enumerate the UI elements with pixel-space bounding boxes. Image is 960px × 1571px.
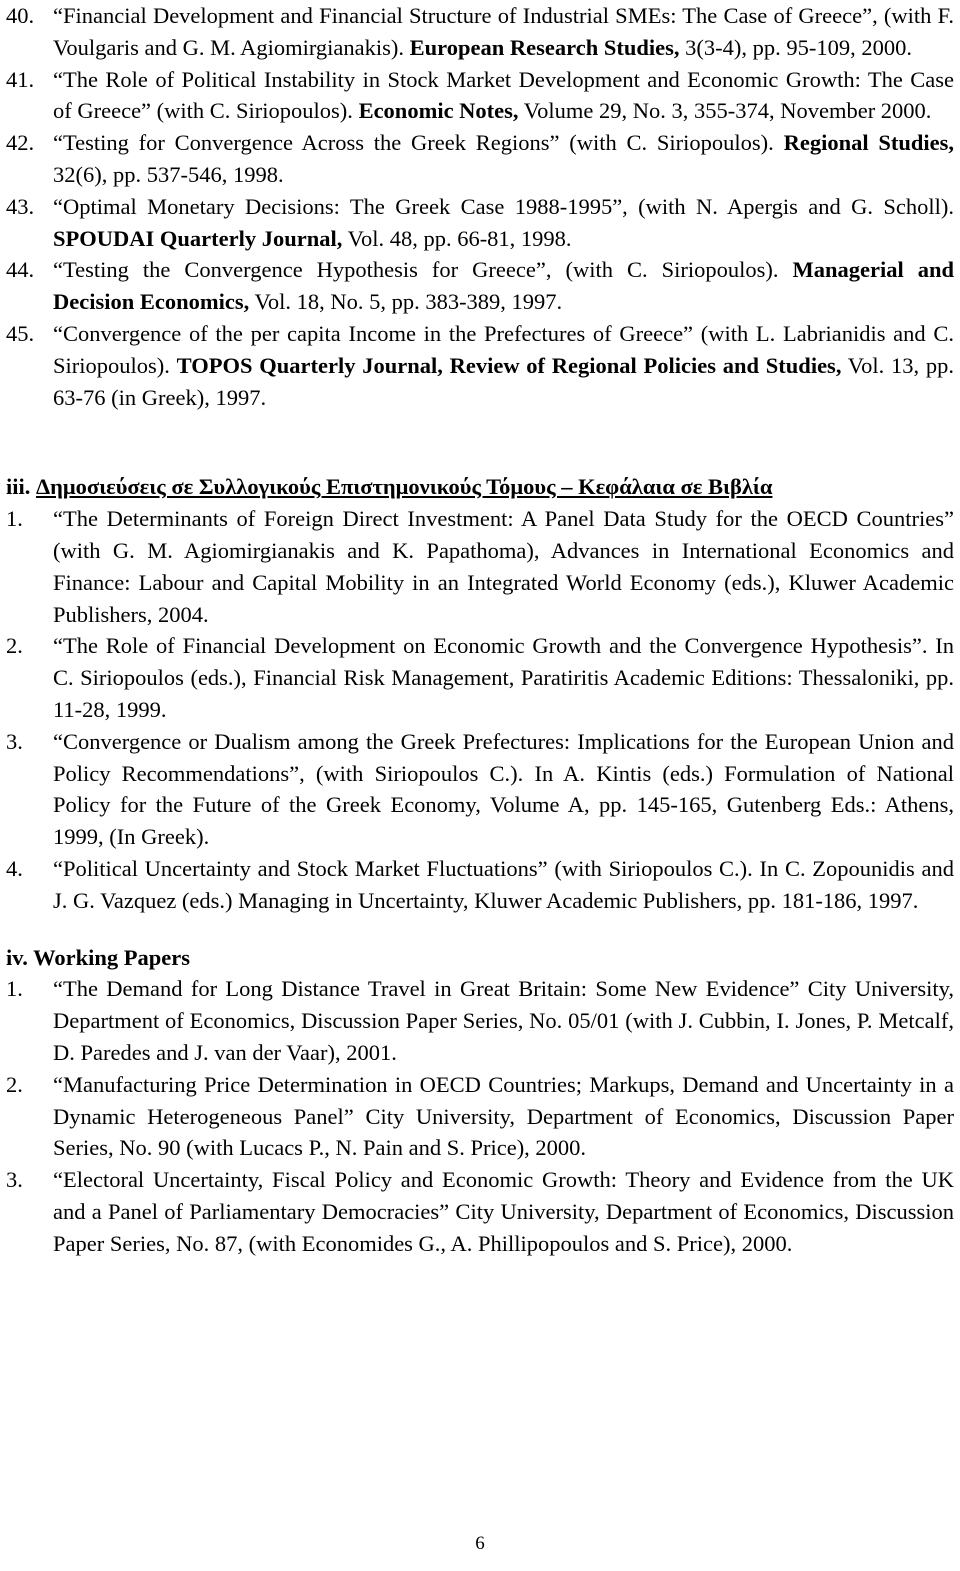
journal-name: Managerial and Decision Economics, <box>53 257 954 315</box>
journal-name: TOPOS Quarterly Journal, Review of Regional Policies and Studies, <box>176 352 842 378</box>
item-number: 1. <box>6 976 23 1002</box>
item-number: 41. <box>6 66 35 92</box>
document-page <box>6 0 954 1259</box>
page-number: 6 <box>475 1533 485 1554</box>
journal-name: Regional Studies, <box>783 130 954 156</box>
list-item <box>6 630 954 725</box>
section-heading <box>6 471 954 503</box>
item-text: “Optimal Monetary Decisions: The Greek Case 1988-1995”, (with N. Apergis and G. Scholl). <box>53 193 954 219</box>
item-text: “Convergence or Dualism among the Greek Prefectures: Implications for the European Union and Policy Recommendations”, (with Siriopoulos C.). In A. Kintis (eds.) Formulation of National Policy for the Future of the Greek Economy, Volume A, pp. 145-165, Gutenberg Eds.: Athens, 1999, (In Greek). <box>53 728 954 850</box>
list-item <box>6 1164 954 1259</box>
item-details: Volume 29, No. 3, 355-374, November 2000. <box>523 98 932 124</box>
item-text: “Convergence of the per capita Income in the Prefectures of Greece” (with L. Labrianidis and C. Siriopoulos). <box>53 320 954 378</box>
section-heading: iv. Working Papers <box>6 944 190 970</box>
list-item <box>6 1069 954 1164</box>
item-text: “Testing the Convergence Hypothesis for Greece”, (with C. Siriopoulos). <box>53 257 779 283</box>
item-details: 3(3-4), pp. 95-109, 2000. <box>685 34 912 60</box>
item-text: “The Determinants of Foreign Direct Investment: A Panel Data Study for the OECD Countries” (with G. M. Agiomirgianakis and K. Papathoma), Advances in International Economics and Finance: Labour and Capital Mobility in an Integrated World Economy (eds.), Kluwer Academic Publishers, 2004. <box>53 506 954 627</box>
item-text: “Testing for Convergence Across the Greek Regions” (with C. Siriopoulos). <box>53 130 774 156</box>
section-title: Δημοσιεύσεις σε Συλλογικούς Επιστημονικούς Τόμους – Κεφάλαια σε Βιβλία <box>36 474 773 500</box>
item-number: 42. <box>6 130 35 156</box>
item-details: Vol. 18, No. 5, pp. 383-389, 1997. <box>254 289 563 315</box>
journal-name: Economic Notes, <box>358 98 519 124</box>
item-text: “The Role of Political Instability in Stock Market Development and Economic Growth: The Case of Greece” (with C. Siriopoulos). <box>53 66 954 124</box>
list-item <box>6 503 954 630</box>
list-item <box>6 254 954 318</box>
item-number: 2. <box>6 1071 23 1097</box>
list-item <box>6 191 954 255</box>
section-label: iii. <box>6 474 31 500</box>
spacer <box>6 917 954 942</box>
list-item <box>6 0 954 64</box>
spacer <box>6 413 954 471</box>
item-text: “Financial Development and Financial Structure of Industrial SMEs: The Case of Greece”, (with F. Voulgaris and G. M. Agiomirgianakis). <box>53 3 954 60</box>
section-collective-volumes <box>6 471 954 916</box>
item-number: 4. <box>6 855 23 881</box>
item-number: 43. <box>6 193 35 219</box>
item-text: “The Demand for Long Distance Travel in Great Britain: Some New Evidence” City University, Department of Economics, Discussion Paper Series, No. 05/01 (with J. Cubbin, I. Jones, P. Metcalf, D. Paredes and J. van der Vaar), 2001. <box>53 976 954 1065</box>
item-text: “Electoral Uncertainty, Fiscal Policy and Economic Growth: Theory and Evidence from the UK and a Panel of Parliamentary Democracies” City University, Department of Economics, Discussion Paper Series, No. 87, (with Economides G., A. Phillipopoulos and S. Price), 2000. <box>53 1167 954 1256</box>
journal-name: SPOUDAI Quarterly Journal, <box>53 225 343 251</box>
item-number: 44. <box>6 257 35 283</box>
list-item <box>6 853 954 917</box>
item-details: Vol. 13, pp. 63-76 (in Greek), 1997. <box>53 352 955 410</box>
item-text: “Manufacturing Price Determination in OECD Countries; Markups, Demand and Uncertainty in a Dynamic Heterogeneous Panel” City University, Department of Economics, Discussion Paper Series, No. 90 (with Lucacs P., N. Pain and S. Price), 2000. <box>53 1071 954 1161</box>
item-number: 3. <box>6 728 23 754</box>
item-details: Vol. 48, pp. 66-81, 1998. <box>347 225 572 251</box>
item-number: 40. <box>6 3 35 28</box>
journal-name: European Research Studies, <box>409 34 680 60</box>
section-working-papers <box>6 942 954 1260</box>
list-item <box>6 127 954 191</box>
journal-articles-list <box>6 0 954 413</box>
list-item <box>6 973 954 1068</box>
item-number: 3. <box>6 1167 23 1193</box>
list-item <box>6 726 954 853</box>
item-details: 32(6), pp. 537-546, 1998. <box>53 161 284 187</box>
list-item <box>6 318 954 413</box>
item-text: “The Role of Financial Development on Economic Growth and the Convergence Hypothesis”. In C. Siriopoulos (eds.), Financial Risk Management, Paratiritis Academic Editions: Thessaloniki, pp. 11-28, 1999. <box>53 633 954 722</box>
item-number: 1. <box>6 506 23 532</box>
item-text: “Political Uncertainty and Stock Market Fluctuations” (with Siriopoulos C.). In C. Zopounidis and J. G. Vazquez (eds.) Managing in Uncertainty, Kluwer Academic Publishers, pp. 181-186, 1997. <box>53 855 954 913</box>
list-item <box>6 64 954 128</box>
item-number: 2. <box>6 633 23 659</box>
item-number: 45. <box>6 320 35 346</box>
